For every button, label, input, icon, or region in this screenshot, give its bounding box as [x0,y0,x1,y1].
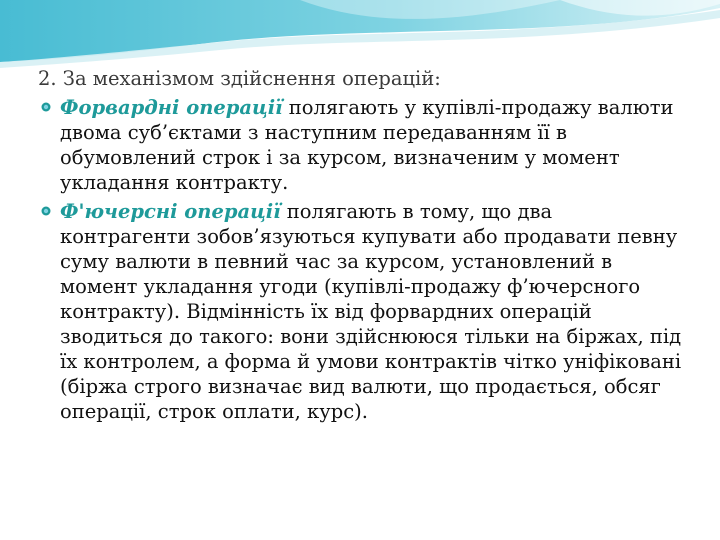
list-item-futures [38,199,688,424]
circle-bullet-icon [41,206,51,216]
item-text-forward: полягають у купівлі-продажу валюти двома суб’єктами з наступним передаванням її в обумовлений строк і за курсом, визначеним у момент укладання контракту. [60,96,674,194]
list-item-forward [38,95,688,195]
circle-bullet-icon [41,102,51,112]
slide-content [38,66,688,428]
term-forward: Форвардні операції [60,96,283,119]
item-text-futures: полягають в тому, що два контрагенти зобов’язуються купувати або продавати певну суму валюти в певний час за курсом, установлений в момент укладання угоди (купівлі-продажу ф’ючерсного контракту). Відмінність їх від форвардних операцій зводиться до такого: вони здійснююся тільки на біржах, під їх контролем, а форма й умови контрактів чітко уніфіковані (біржа строго визначає вид валюти, що продається, обсяг операції, строк оплати, курс). [60,200,682,423]
term-futures: Ф'ючерсні операції [60,200,281,223]
section-heading: 2. За механізмом здійснення операцій: [38,67,441,90]
